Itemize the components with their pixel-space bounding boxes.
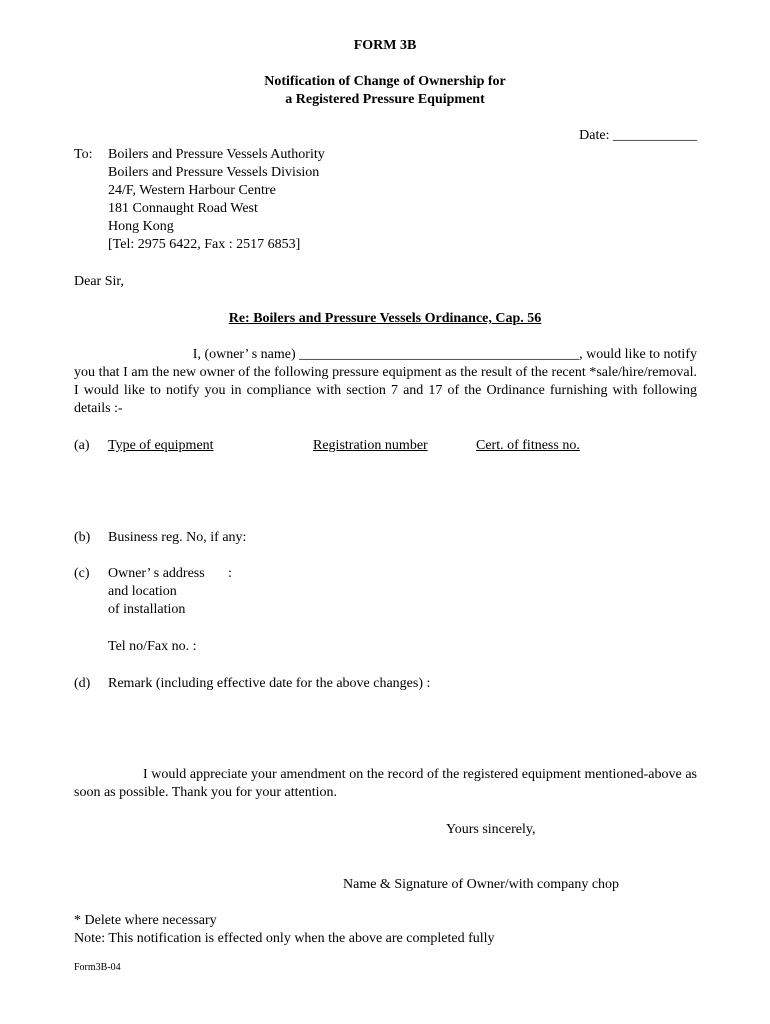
yours-sincerely: Yours sincerely,: [446, 822, 536, 837]
signature-line: Name & Signature of Owner/with company chop: [343, 877, 620, 892]
delete-note: * Delete where necessary: [74, 913, 217, 928]
completion-note: Note: This notification is effected only when the above are completed fully: [74, 931, 495, 946]
col-registration-number: Registration number: [313, 438, 428, 453]
form-number: FORM 3B: [353, 38, 417, 53]
owner-address-label: Owner’ s address: [108, 566, 205, 581]
address-line: 24/F, Western Harbour Centre: [108, 183, 276, 198]
salutation: Dear Sir,: [74, 274, 124, 289]
col-type-of-equipment: Type of equipment: [108, 438, 214, 453]
form-title-line2: a Registered Pressure Equipment: [285, 92, 485, 107]
form-title-line1: Notification of Change of Ownership for: [264, 74, 506, 89]
address-line: Boilers and Pressure Vessels Authority: [108, 147, 325, 162]
address-line: 181 Connaught Road West: [108, 201, 258, 216]
subject-heading: Re: Boilers and Pressure Vessels Ordinance, Cap. 56: [228, 311, 542, 326]
item-a-label: (a): [74, 438, 90, 453]
address-line: Boilers and Pressure Vessels Division: [108, 165, 320, 180]
col-cert-of-fitness: Cert. of fitness no.: [476, 438, 580, 453]
installation-label: of installation: [108, 602, 186, 617]
date-field: Date: ____________: [579, 128, 697, 143]
closing-paragraph: I would appreciate your amendment on the record of the registered equipment mentioned-above as soon as possible. Thank you for your attention.: [74, 767, 697, 800]
item-c-label: (c): [74, 566, 90, 581]
owner-address-colon: :: [228, 566, 232, 581]
form-code: Form3B-04: [74, 962, 121, 973]
intro-paragraph: you that I am the new owner of the following pressure equipment as the result of the recent *sale/hire/removal. I would like to notify you in compliance with section 7 and 17 of the Ordinance furnishing with following details :-: [74, 365, 697, 416]
intro-first-line: I, (owner’ s name) ________________________________________, would like to notify: [192, 347, 697, 362]
location-label: and location: [108, 584, 177, 599]
address-line: Hong Kong: [108, 219, 174, 234]
item-d-label: (d): [74, 676, 91, 691]
item-b-label: (b): [74, 530, 91, 545]
to-label: To:: [74, 147, 93, 162]
address-line: [Tel: 2975 6422, Fax : 2517 6853]: [108, 237, 301, 252]
tel-fax-label: Tel no/Fax no. :: [108, 639, 197, 654]
remark-label: Remark (including effective date for the above changes) :: [108, 676, 431, 691]
business-reg-label: Business reg. No, if any:: [108, 530, 247, 545]
